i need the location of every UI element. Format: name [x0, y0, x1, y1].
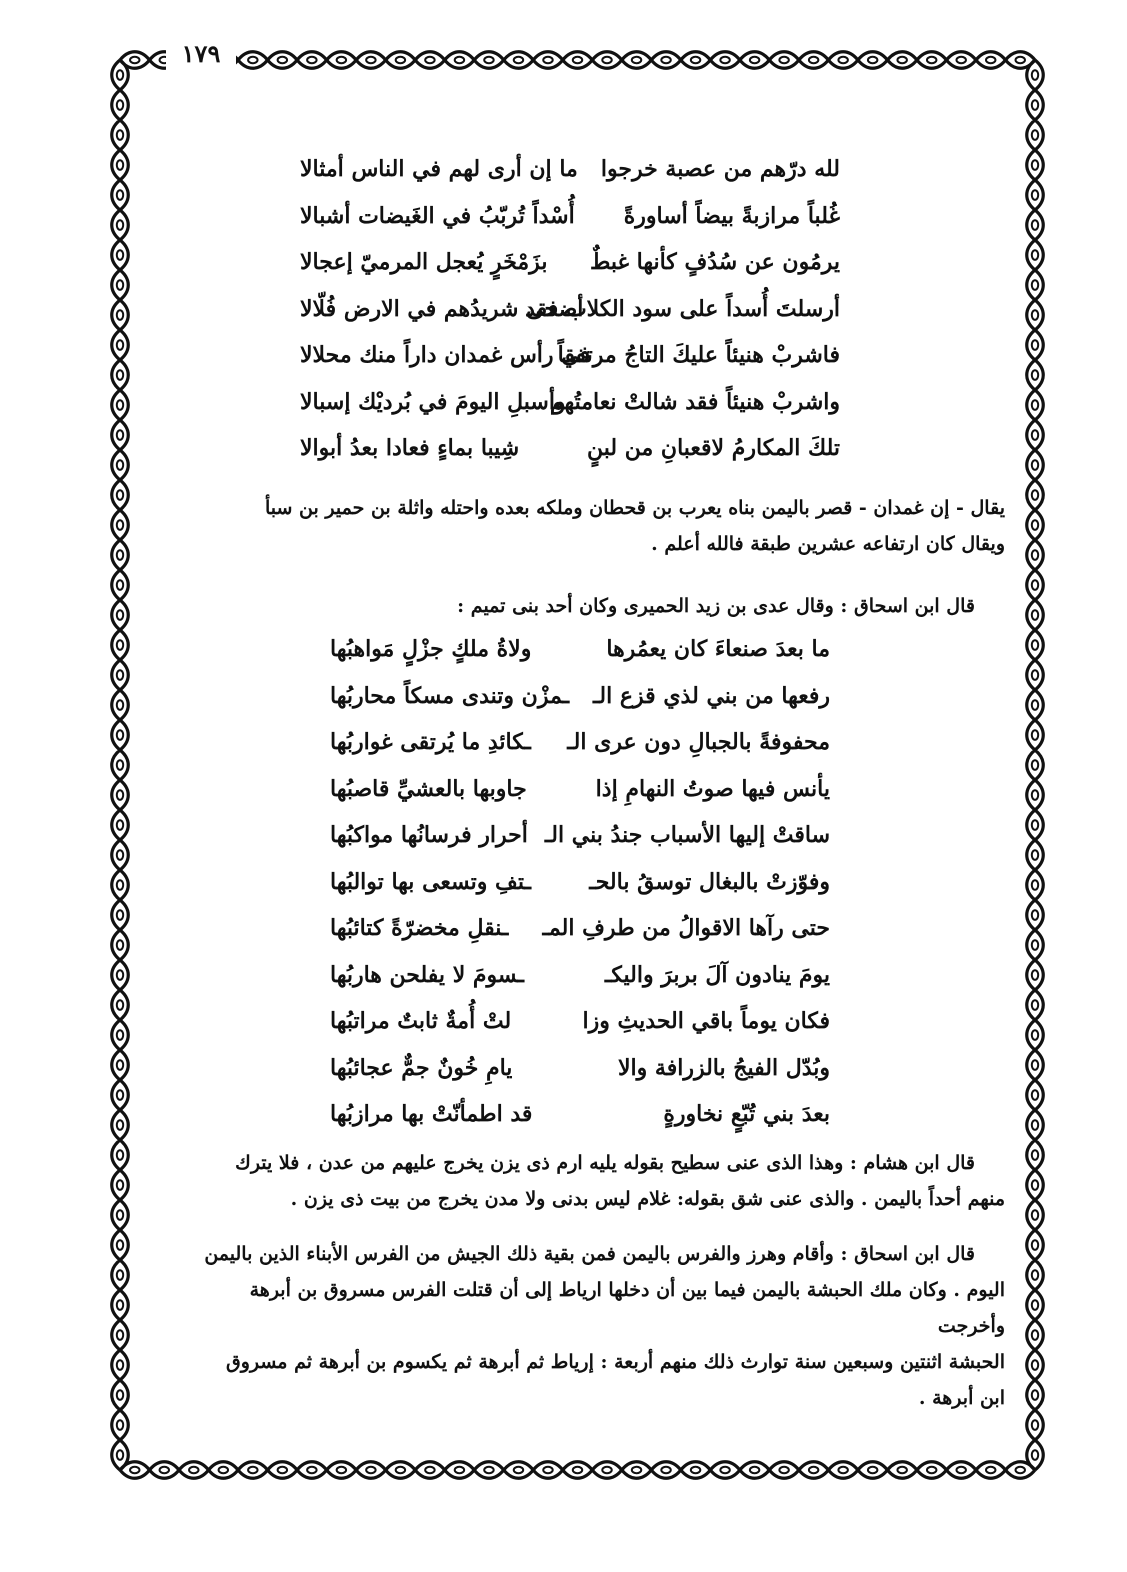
verse	[300, 381, 840, 428]
verse	[330, 675, 830, 722]
hemistich-first: يومَ ينادون آلَ بربرَ واليكـ	[604, 961, 830, 988]
hemistich-first: أرسلتَ أُسداً على سود الكلاب فقد	[525, 295, 840, 322]
page-number: ١٧٩	[166, 38, 236, 70]
verse	[330, 721, 830, 768]
hemistich-second: ـسومَ لا يفلحن هاربُها	[330, 961, 524, 988]
hemistich-second: يامِ خُونٌ جمٌّ عجائبُها	[330, 1054, 513, 1081]
hemistich-second: بزَمْخَرٍ يُعجل المرميّ إعجالا	[300, 249, 548, 275]
verse	[300, 148, 840, 195]
hemistich-first: فاشربْ هنيئاً عليكَ التاجُ مرتفقاً	[557, 342, 840, 368]
verse	[300, 288, 840, 335]
verse	[330, 907, 830, 954]
hemistich-second: جاوبها بالعشيِّ قاصبُها	[330, 775, 527, 802]
hemistich-first: حتى رآها الاقوالُ من طرفِ المـ	[542, 915, 830, 941]
hemistich-first: ساقتْ إليها الأسباب جندُ بني الـ	[544, 822, 830, 848]
hemistich-first: وبُدّل الفيجُ بالزرافة والا	[617, 1054, 830, 1081]
hemistich-second: ـتفِ وتسعى بها توالبُها	[330, 868, 531, 895]
prose-ghumdan	[180, 490, 1005, 562]
verse	[330, 1047, 830, 1094]
verse	[300, 195, 840, 242]
prose-line: قال ابن اسحاق : وقال عدى بن زيد الحميرى وكان أحد بنى تميم :	[457, 595, 975, 617]
verse	[300, 427, 840, 474]
prose-line: منهم أحداً باليمن . والذى عنى شق بقوله: غلام ليس بدنى ولا مدن يخرج من بيت ذى يزن .	[290, 1188, 1005, 1210]
hemistich-first: رفعها من بني لذي قزع الـ	[592, 682, 830, 709]
prose-line: الحبشة اثنتين وسبعين سنة توارث ذلك منهم أربعة : إرياط ثم أبرهة ثم يكسوم بن أبرهة ثم مسروق	[225, 1351, 1005, 1373]
hemistich-second: وأسبلِ اليومَ في بُرديْك إسبالا	[300, 388, 566, 415]
verse	[330, 954, 830, 1001]
poem-block-1	[300, 148, 840, 474]
hemistich-second: أحرار فرسانُها مواكبُها	[330, 822, 528, 848]
hemistich-first: يرمُون عن سُدُفٍ كأنها غبطٌ	[589, 249, 840, 275]
verse	[330, 1093, 830, 1140]
hemistich-second: لتْ أُمةٌ ثابتٌ مراتبُها	[330, 1008, 512, 1034]
hemistich-second: ما إن أرى لهم في الناس أمثالا	[300, 156, 578, 182]
hemistich-second: ـكائدِ ما يُرتقى غواربُها	[330, 729, 531, 755]
verse	[330, 628, 830, 675]
hemistich-second: شِيبا بماءٍ فعادا بعدُ أبوالا	[300, 435, 520, 461]
prose-line: ويقال كان ارتفاعه عشرين طبقة فالله أعلم .	[651, 533, 1005, 555]
hemistich-first: واشربْ هنيئاً فقد شالتْ نعامتُهم	[549, 388, 840, 415]
prose-line: قال ابن اسحاق : وأقام وهرز والفرس باليمن فمن بقية ذلك الجيش من الفرس الأبناء الذين باليمن	[204, 1243, 975, 1265]
hemistich-second: في رأس غمدان داراً منك محلالا	[300, 342, 591, 368]
hemistich-second: ـنقلِ مخضرّةً كتائبُها	[330, 915, 509, 941]
verse	[300, 334, 840, 381]
hemistich-first: غُلباً مرازبةً بيضاً أساورةً	[623, 202, 840, 229]
hemistich-second: أُسْداً تُربّبُ في الغَيضات أشبالا	[300, 202, 575, 229]
prose-intro-adi	[180, 588, 1005, 624]
prose-line: ابن أبرهة .	[918, 1387, 1005, 1409]
hemistich-first: ما بعدَ صنعاءَ كان يعمُرها	[606, 636, 830, 662]
hemistich-first: يأنس فيها صوتُ النهامِ إذا	[595, 775, 830, 802]
hemistich-first: تلكَ المكارمُ لاقعبانِ من لبنٍ	[586, 435, 840, 461]
verse	[330, 768, 830, 815]
verse	[330, 814, 830, 861]
prose-line: اليوم . وكان ملك الحبشة باليمن فيما بين أن دخلها ارياط إلى أن قتلت الفرس مسروق بن أبرهة وأخرجت	[249, 1279, 1005, 1337]
verse	[300, 241, 840, 288]
hemistich-first: لله درّهم من عصبة خرجوا	[600, 156, 840, 182]
verse	[330, 861, 830, 908]
hemistich-first: فكان يوماً باقي الحديثِ وزا	[582, 1008, 830, 1034]
hemistich-first: بعدَ بني تُبّعٍ نخاورةٍ	[663, 1101, 830, 1127]
hemistich-second: ـمزْن وتندى مسكاً محاربُها	[330, 682, 570, 709]
hemistich-second: قد اطمأنّتْ بها مرازبُها	[330, 1101, 533, 1127]
hemistich-first: وفوّزتْ بالبغال توسقُ بالحـ	[589, 868, 830, 895]
prose-line: قال ابن هشام : وهذا الذى عنى سطيح بقوله يليه ارم ذى يزن يخرج عليهم من عدن ، فلا يترك	[235, 1152, 975, 1174]
prose-ibn-ishaq	[180, 1236, 1005, 1416]
prose-line: يقال - إن غمدان - قصر باليمن بناه يعرب بن قحطان وملكه بعده واحتله واثلة بن حمير بن سبأ	[264, 497, 1005, 519]
verse	[330, 1000, 830, 1047]
hemistich-second: أضحى شريدُهم في الارض فُلّالا	[300, 295, 584, 322]
hemistich-second: ولاةُ ملكٍ جزْلٍ مَواهبُها	[330, 636, 532, 662]
poem-block-2	[330, 628, 830, 1140]
prose-ibn-hisham	[180, 1145, 1005, 1217]
hemistich-first: محفوفةً بالجبالِ دون عرى الـ	[567, 729, 830, 755]
